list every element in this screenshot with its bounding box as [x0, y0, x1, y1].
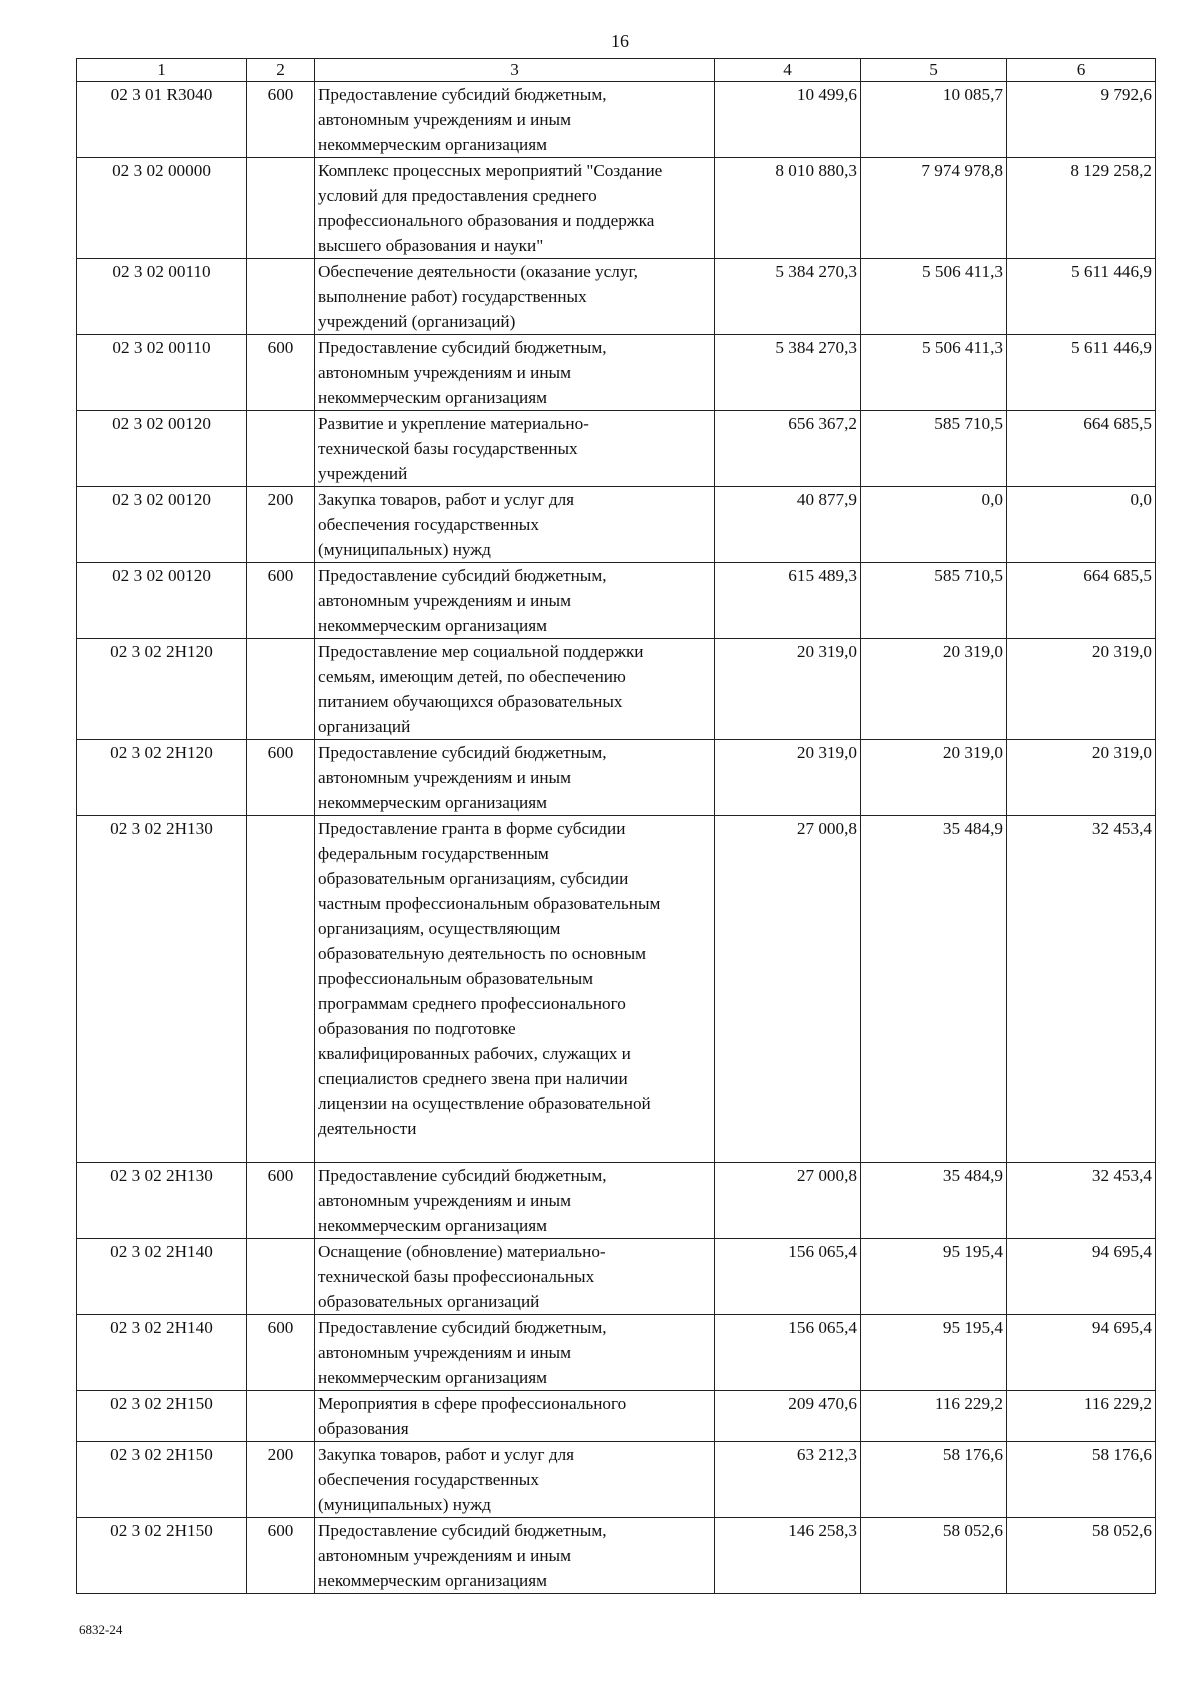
table-row	[77, 259, 1156, 335]
header-row	[77, 59, 1156, 82]
row-value-col5: 95 195,4	[861, 1239, 1007, 1315]
table-row	[77, 1518, 1156, 1594]
row-name: Мероприятия в сфере профессионального образования	[315, 1391, 715, 1442]
row-value-col4: 10 499,6	[715, 82, 861, 158]
row-value-col5: 5 506 411,3	[861, 259, 1007, 335]
row-value-col5: 0,0	[861, 487, 1007, 563]
table-row	[77, 1391, 1156, 1442]
row-code: 02 3 02 00120	[77, 487, 247, 563]
row-value-col4: 156 065,4	[715, 1315, 861, 1391]
row-value-col6: 32 453,4	[1007, 816, 1156, 1163]
row-expense-type	[247, 1391, 315, 1442]
row-value-col6: 5 611 446,9	[1007, 335, 1156, 411]
row-value-col5: 116 229,2	[861, 1391, 1007, 1442]
row-value-col6: 8 129 258,2	[1007, 158, 1156, 259]
row-code: 02 3 02 2Н150	[77, 1391, 247, 1442]
row-value-col4: 8 010 880,3	[715, 158, 861, 259]
row-value-col5: 95 195,4	[861, 1315, 1007, 1391]
row-code: 02 3 02 2Н120	[77, 740, 247, 816]
table-row	[77, 740, 1156, 816]
row-name: Развитие и укрепление материально- технической базы государственных учреждений	[315, 411, 715, 487]
row-expense-type	[247, 639, 315, 740]
row-name: Предоставление мер социальной поддержки семьям, имеющим детей, по обеспечению питанием обучающихся образовательных организаций	[315, 639, 715, 740]
table-row	[77, 82, 1156, 158]
row-name: Предоставление субсидий бюджетным, автономным учреждениям и иным некоммерческим организациям	[315, 563, 715, 639]
header-cell-1: 1	[77, 59, 247, 82]
row-expense-type: 600	[247, 1315, 315, 1391]
row-value-col6: 32 453,4	[1007, 1163, 1156, 1239]
table-row	[77, 1315, 1156, 1391]
row-value-col5: 58 176,6	[861, 1442, 1007, 1518]
row-expense-type: 600	[247, 740, 315, 816]
row-code: 02 3 02 00110	[77, 335, 247, 411]
table-row	[77, 487, 1156, 563]
header-cell-2: 2	[247, 59, 315, 82]
table-row	[77, 1163, 1156, 1239]
row-value-col4: 615 489,3	[715, 563, 861, 639]
row-value-col4: 656 367,2	[715, 411, 861, 487]
row-value-col6: 20 319,0	[1007, 639, 1156, 740]
row-value-col4: 5 384 270,3	[715, 335, 861, 411]
row-name: Оснащение (обновление) материально- технической базы профессиональных образовательных организаций	[315, 1239, 715, 1315]
row-name: Предоставление субсидий бюджетным, автономным учреждениям и иным некоммерческим организациям	[315, 1518, 715, 1594]
row-code: 02 3 02 00000	[77, 158, 247, 259]
row-expense-type	[247, 411, 315, 487]
row-value-col6: 9 792,6	[1007, 82, 1156, 158]
row-value-col4: 27 000,8	[715, 816, 861, 1163]
header-cell-6: 6	[1007, 59, 1156, 82]
row-value-col4: 156 065,4	[715, 1239, 861, 1315]
row-expense-type: 600	[247, 82, 315, 158]
row-value-col5: 10 085,7	[861, 82, 1007, 158]
row-code: 02 3 02 00120	[77, 563, 247, 639]
row-value-col5: 35 484,9	[861, 816, 1007, 1163]
table-row	[77, 1239, 1156, 1315]
row-value-col6: 5 611 446,9	[1007, 259, 1156, 335]
table-row	[77, 816, 1156, 1163]
row-name: Закупка товаров, работ и услуг для обеспечения государственных (муниципальных) нужд	[315, 487, 715, 563]
row-code: 02 3 01 R3040	[77, 82, 247, 158]
row-code: 02 3 02 2Н150	[77, 1442, 247, 1518]
header-cell-3: 3	[315, 59, 715, 82]
table-row	[77, 563, 1156, 639]
row-value-col5: 58 052,6	[861, 1518, 1007, 1594]
row-expense-type	[247, 259, 315, 335]
row-value-col6: 58 176,6	[1007, 1442, 1156, 1518]
table-row	[77, 335, 1156, 411]
row-name: Предоставление субсидий бюджетным, автономным учреждениям и иным некоммерческим организациям	[315, 1163, 715, 1239]
row-value-col6: 116 229,2	[1007, 1391, 1156, 1442]
row-code: 02 3 02 2Н130	[77, 1163, 247, 1239]
row-value-col4: 40 877,9	[715, 487, 861, 563]
header-cell-5: 5	[861, 59, 1007, 82]
row-value-col4: 20 319,0	[715, 639, 861, 740]
row-value-col6: 0,0	[1007, 487, 1156, 563]
header-cell-4: 4	[715, 59, 861, 82]
row-name: Предоставление субсидий бюджетным, автономным учреждениям и иным некоммерческим организациям	[315, 82, 715, 158]
row-value-col5: 585 710,5	[861, 411, 1007, 487]
row-value-col4: 146 258,3	[715, 1518, 861, 1594]
table-row	[77, 411, 1156, 487]
row-value-col5: 35 484,9	[861, 1163, 1007, 1239]
table-row	[77, 158, 1156, 259]
row-value-col4: 63 212,3	[715, 1442, 861, 1518]
row-name: Обеспечение деятельности (оказание услуг, выполнение работ) государственных учреждений (организаций)	[315, 259, 715, 335]
row-value-col5: 5 506 411,3	[861, 335, 1007, 411]
row-expense-type: 600	[247, 1163, 315, 1239]
row-value-col4: 209 470,6	[715, 1391, 861, 1442]
row-value-col5: 585 710,5	[861, 563, 1007, 639]
row-name: Предоставление гранта в форме субсидии федеральным государственным образовательным организациям, субсидии частным профессиональным образовательным организациям, осуществляющим образовательную деятельность по основным профессиональным образовательным программам среднего профессионального образования по подготовке квалифицированных рабочих, служащих и специалистов среднего звена при наличии лицензии на осуществление образовательной деятельности	[315, 816, 715, 1163]
row-expense-type: 200	[247, 1442, 315, 1518]
row-code: 02 3 02 2Н150	[77, 1518, 247, 1594]
row-name: Предоставление субсидий бюджетным, автономным учреждениям и иным некоммерческим организациям	[315, 740, 715, 816]
row-value-col6: 94 695,4	[1007, 1239, 1156, 1315]
document-code: 6832-24	[79, 1622, 123, 1637]
budget-table	[76, 58, 1156, 1594]
row-value-col6: 94 695,4	[1007, 1315, 1156, 1391]
row-value-col4: 27 000,8	[715, 1163, 861, 1239]
row-expense-type: 600	[247, 1518, 315, 1594]
row-name: Предоставление субсидий бюджетным, автономным учреждениям и иным некоммерческим организациям	[315, 335, 715, 411]
row-value-col6: 664 685,5	[1007, 411, 1156, 487]
row-name: Предоставление субсидий бюджетным, автономным учреждениям и иным некоммерческим организациям	[315, 1315, 715, 1391]
row-value-col5: 7 974 978,8	[861, 158, 1007, 259]
row-code: 02 3 02 2Н140	[77, 1239, 247, 1315]
page-number: 16	[611, 31, 629, 51]
row-name: Закупка товаров, работ и услуг для обеспечения государственных (муниципальных) нужд	[315, 1442, 715, 1518]
row-expense-type: 600	[247, 563, 315, 639]
row-value-col5: 20 319,0	[861, 639, 1007, 740]
row-name: Комплекс процессных мероприятий "Создание условий для предоставления среднего профессионального образования и поддержка высшего образования и науки"	[315, 158, 715, 259]
row-code: 02 3 02 00110	[77, 259, 247, 335]
row-value-col6: 20 319,0	[1007, 740, 1156, 816]
row-code: 02 3 02 2Н120	[77, 639, 247, 740]
row-value-col4: 5 384 270,3	[715, 259, 861, 335]
row-expense-type: 200	[247, 487, 315, 563]
row-code: 02 3 02 2Н130	[77, 816, 247, 1163]
row-value-col4: 20 319,0	[715, 740, 861, 816]
row-value-col6: 58 052,6	[1007, 1518, 1156, 1594]
row-value-col6: 664 685,5	[1007, 563, 1156, 639]
row-code: 02 3 02 00120	[77, 411, 247, 487]
row-expense-type: 600	[247, 335, 315, 411]
row-value-col5: 20 319,0	[861, 740, 1007, 816]
row-code: 02 3 02 2Н140	[77, 1315, 247, 1391]
row-expense-type	[247, 1239, 315, 1315]
row-expense-type	[247, 158, 315, 259]
table-row	[77, 639, 1156, 740]
row-expense-type	[247, 816, 315, 1163]
table-row	[77, 1442, 1156, 1518]
